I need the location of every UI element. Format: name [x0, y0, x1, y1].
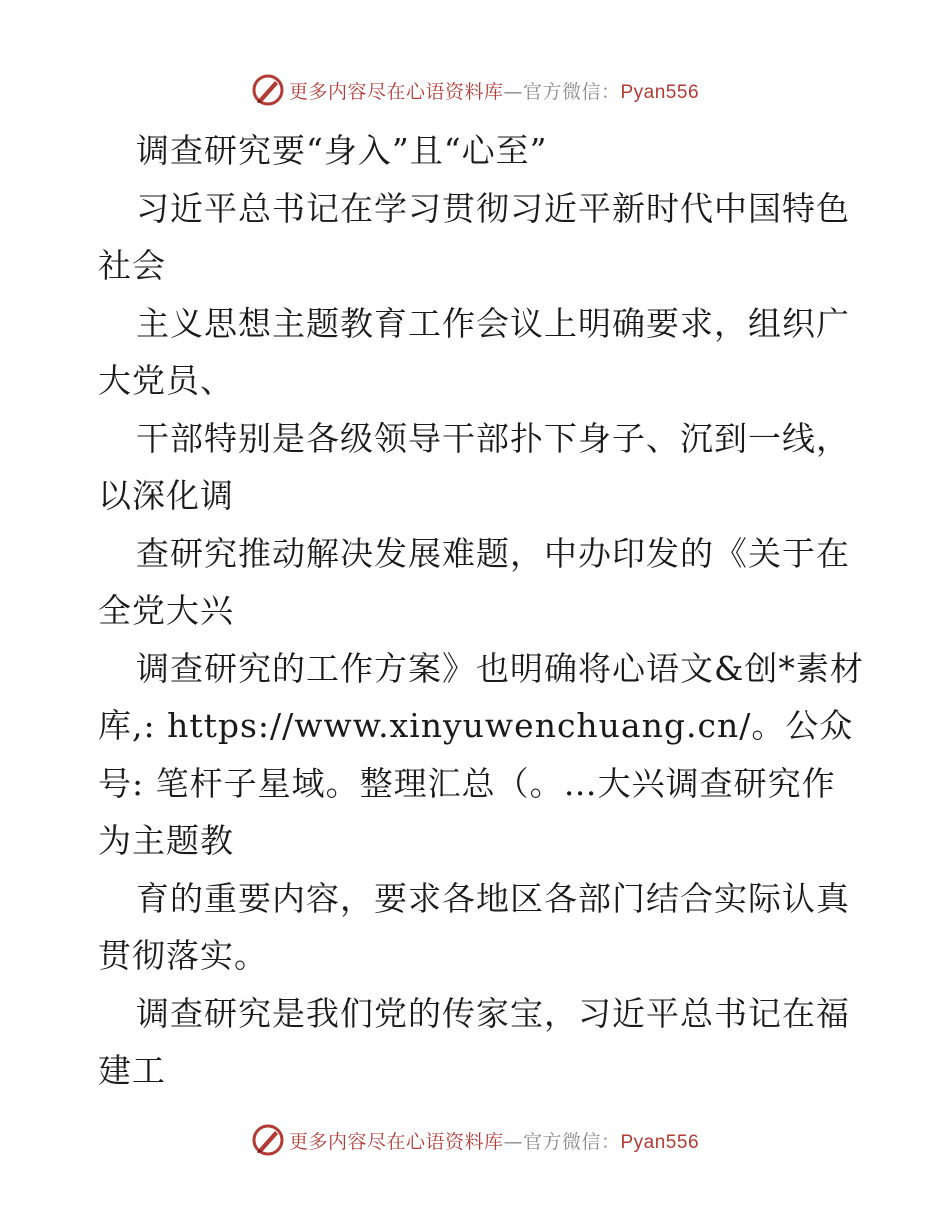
paragraph-line: 为主题教 [98, 821, 234, 860]
paragraph-line: 主义思想主题教育工作会议上明确要求，组织广 [136, 303, 850, 343]
paragraph-line: 建工 [98, 1051, 166, 1090]
paragraph-line: 号: 笔杆子星域。整理汇总（。…大兴调查研究作 [98, 763, 836, 803]
footer-banner [0, 1120, 950, 1160]
footer-wechat-label: 官方微信： [522, 1130, 621, 1153]
header-banner-text [289, 77, 699, 104]
header-banner [0, 70, 950, 110]
paragraph-line: 以深化调 [98, 476, 234, 515]
footer-wechat-id: Pyan556 [620, 1131, 700, 1153]
footer-dash: — [503, 1130, 523, 1153]
header-dash: — [503, 80, 523, 103]
header-wechat-id: Pyan556 [620, 81, 700, 103]
paragraph-line: 大党员、 [98, 361, 234, 400]
paragraph-line: 查研究推动解决发展难题，中办印发的《关于在 [136, 533, 850, 573]
pen-logo-icon [251, 73, 285, 107]
paragraph-line: 育的重要内容，要求各地区各部门结合实际认真 [136, 878, 850, 918]
paragraph-line: 调查研究是我们党的传家宝，习近平总书记在福 [136, 993, 850, 1033]
paragraph-line: 干部特别是各级领导干部扑下身子、沉到一线， [136, 418, 850, 458]
paragraph-line: 习近平总书记在学习贯彻习近平新时代中国特色 [136, 188, 850, 228]
document-title: 调查研究要“身入”且“心至” [136, 131, 548, 170]
document-body [98, 122, 864, 1100]
paragraph-line: 调查研究的工作方案》也明确将心语文&创*素材 [136, 648, 864, 688]
pen-logo-icon [251, 1123, 285, 1157]
footer-banner-text [289, 1127, 699, 1154]
footer-main-text: 更多内容尽在心语资料库 [288, 1130, 504, 1153]
paragraph-line: 贯彻落实。 [98, 936, 268, 975]
paragraph-line: 库,: https://www.xinyuwenchuang.cn/。公众 [98, 706, 854, 745]
paragraph-line: 全党大兴 [98, 591, 234, 630]
paragraph-line: 社会 [98, 246, 166, 285]
header-main-text: 更多内容尽在心语资料库 [288, 80, 504, 103]
header-wechat-label: 官方微信： [522, 80, 621, 103]
